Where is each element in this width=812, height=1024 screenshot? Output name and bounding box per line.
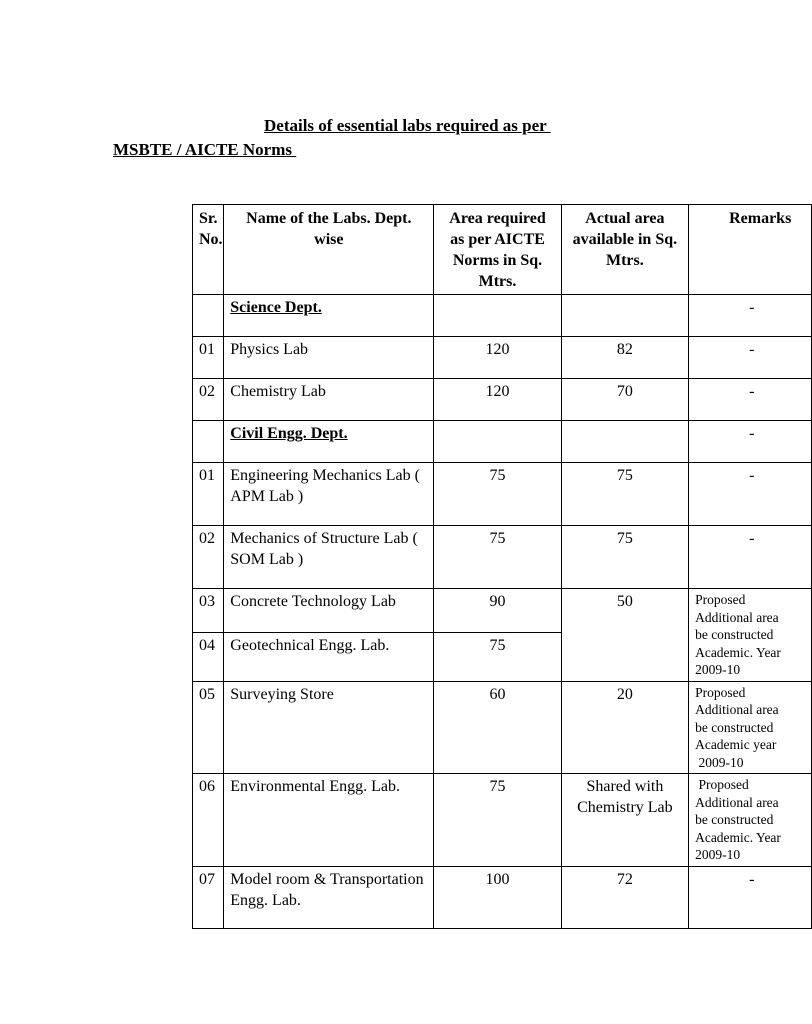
row-sr: 05 — [193, 681, 224, 774]
row-sr — [193, 295, 224, 337]
row-actual — [561, 295, 688, 337]
remarks-line: be constructed — [695, 812, 774, 827]
header-sr-no: Sr. No. — [193, 205, 224, 295]
table-header-row — [193, 205, 812, 295]
row-remarks: - — [689, 866, 812, 928]
row-lab-name: Geotechnical Engg. Lab. — [224, 632, 434, 681]
row-area: 75 — [434, 632, 561, 681]
row-actual — [561, 421, 688, 463]
remarks-line: Proposed — [695, 684, 746, 700]
row-lab-name: Model room & Transportation Engg. Lab. — [224, 866, 434, 928]
row-area: 75 — [434, 526, 561, 589]
row-remarks: - — [689, 337, 812, 379]
row-remarks: - — [689, 295, 812, 337]
row-actual: 20 — [561, 681, 688, 774]
table-row — [193, 774, 812, 867]
row-sr: 04 — [193, 632, 224, 681]
row-lab-name: Concrete Technology Lab — [224, 589, 434, 633]
row-lab-name: Environmental Engg. Lab. — [224, 774, 434, 867]
remarks-line: Additional area — [695, 609, 779, 625]
row-sr: 01 — [193, 337, 224, 379]
row-area — [434, 295, 561, 337]
row-sr: 03 — [193, 589, 224, 633]
row-lab-name: Surveying Store — [224, 681, 434, 774]
row-remarks: - — [689, 379, 812, 421]
row-area: 120 — [434, 379, 561, 421]
row-sr: 07 — [193, 866, 224, 928]
remarks-line: Academic. Year — [695, 829, 781, 845]
remarks-line: be constructed — [695, 719, 774, 735]
remarks-line: 2009-10 — [695, 754, 744, 770]
row-lab-name: Chemistry Lab — [224, 379, 434, 421]
remarks-line: 2009-10 — [695, 662, 741, 677]
remarks-line: Additional area — [695, 702, 779, 717]
table-row — [193, 295, 812, 337]
row-area: 75 — [434, 774, 561, 867]
row-actual: 82 — [561, 337, 688, 379]
remarks-line: Additional area — [695, 794, 779, 810]
document-title-line2: MSBTE / AICTE Norms — [113, 140, 297, 159]
table-row — [193, 589, 812, 633]
document-title-line1: Details of essential labs required as per — [264, 116, 551, 135]
row-actual: 70 — [561, 379, 688, 421]
row-area: 60 — [434, 681, 561, 774]
table-row — [193, 681, 812, 774]
remarks-line: 2009-10 — [695, 847, 741, 862]
row-sr: 06 — [193, 774, 224, 867]
row-lab-name: Engineering Mechanics Lab ( APM Lab ) — [224, 463, 434, 526]
remarks-line: Academic. Year — [695, 644, 781, 660]
row-sr: 02 — [193, 526, 224, 589]
table-row — [193, 463, 812, 526]
remarks-line: Proposed — [695, 592, 746, 607]
row-remarks-note — [689, 774, 812, 867]
row-sr: 02 — [193, 379, 224, 421]
table-row — [193, 866, 812, 928]
row-remarks-note — [689, 589, 812, 682]
table-row — [193, 379, 812, 421]
row-lab-name: Physics Lab — [224, 337, 434, 379]
row-remarks-note — [689, 681, 812, 774]
row-actual: 75 — [561, 526, 688, 589]
section-heading: Civil Engg. Dept. — [224, 421, 434, 463]
row-actual: 75 — [561, 463, 688, 526]
row-remarks: - — [689, 463, 812, 526]
row-sr: 01 — [193, 463, 224, 526]
header-actual-area: Actual area available in Sq. Mtrs. — [561, 205, 688, 295]
header-lab-name: Name of the Labs. Dept. wise — [224, 205, 434, 295]
header-area-required: Area required as per AICTE Norms in Sq. Mtrs. — [434, 205, 561, 295]
section-heading: Science Dept. — [224, 295, 434, 337]
table-row — [193, 421, 812, 463]
row-remarks: - — [689, 421, 812, 463]
header-remarks: Remarks — [689, 205, 812, 295]
row-area: 90 — [434, 589, 561, 633]
row-area: 75 — [434, 463, 561, 526]
row-area — [434, 421, 561, 463]
remarks-line: Academic year — [695, 737, 777, 752]
row-sr — [193, 421, 224, 463]
row-area: 120 — [434, 337, 561, 379]
row-remarks: - — [689, 526, 812, 589]
table-row — [193, 526, 812, 589]
row-actual-merged: 50 — [561, 589, 688, 682]
labs-table — [192, 204, 812, 929]
row-actual: 72 — [561, 866, 688, 928]
remarks-line: Proposed — [695, 777, 749, 792]
row-area: 100 — [434, 866, 561, 928]
row-lab-name: Mechanics of Structure Lab ( SOM Lab ) — [224, 526, 434, 589]
table-row — [193, 337, 812, 379]
row-actual: Shared with Chemistry Lab — [561, 774, 688, 867]
remarks-line: be constructed — [695, 627, 774, 642]
